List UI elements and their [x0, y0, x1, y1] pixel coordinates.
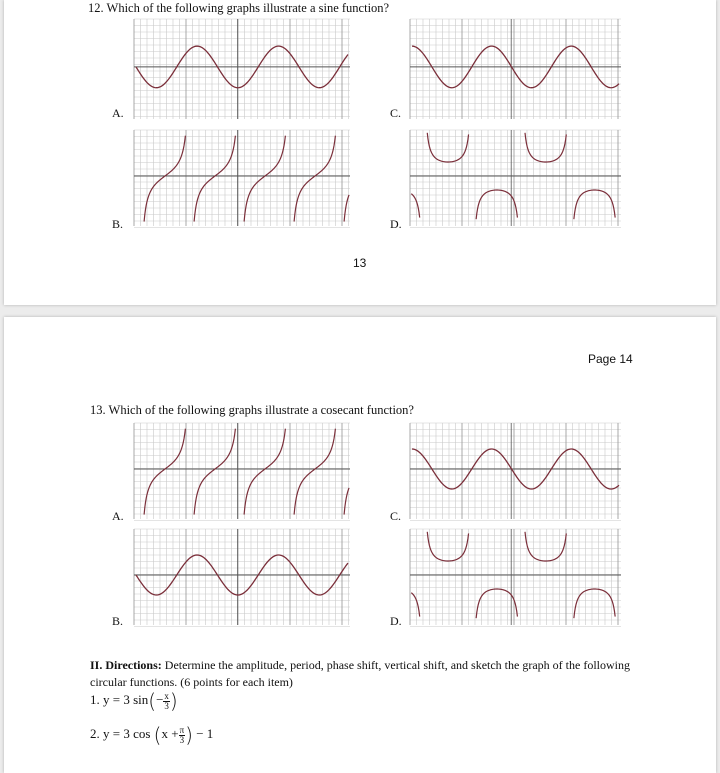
option-label-b: B. — [112, 217, 124, 231]
item-number: 1. — [90, 691, 100, 707]
graph-12b-tangent — [132, 128, 352, 228]
secant-branch — [574, 190, 615, 219]
document-page-14 — [4, 317, 716, 773]
secant-branch — [574, 589, 615, 618]
grid-lines — [410, 19, 621, 119]
graph-13d-secant — [408, 527, 623, 627]
fraction: $\frac{\pi}{3}$ — [179, 724, 185, 745]
grid-lines — [134, 529, 350, 627]
minus-sign: − — [156, 691, 164, 707]
tangent-branch — [194, 136, 235, 222]
question-12: 12. Which of the following graphs illustrate a sine function? — [88, 1, 390, 15]
equation-item-1: 1. y = 3 sin(− $\frac{x}{3}$ ) — [90, 689, 178, 713]
grid-lines — [410, 130, 621, 228]
option-label-c: C. — [390, 106, 402, 120]
directions-block — [90, 657, 650, 691]
option-label-c: C. — [390, 509, 402, 523]
option-label-a: A. — [112, 106, 124, 120]
grid-lines — [134, 130, 350, 228]
equation-lhs: y = 3 cos — [103, 725, 151, 741]
equation-item-2: 2. y = 3 cos (x + $\frac{\pi}{3}$ ) − 1 — [90, 723, 214, 747]
page-number: Page 14 — [588, 352, 633, 366]
directions-text: Determine the amplitude, period, phase shift, vertical shift, and sketch the graph of the following circular functions. (6 points for each item) — [90, 658, 630, 689]
option-label-d: D. — [390, 217, 402, 231]
directions-heading: II. Directions: — [90, 658, 162, 672]
secant-branch — [411, 194, 419, 218]
secant-branch — [525, 532, 566, 561]
graph-13c-cosine — [408, 421, 623, 521]
document-page-13 — [4, 0, 716, 305]
grid-lines — [134, 423, 350, 521]
option-label-d: D. — [390, 614, 402, 628]
grid-lines — [410, 529, 621, 627]
grid-lines — [134, 19, 350, 119]
tangent-branch — [244, 429, 285, 515]
secant-branch — [411, 593, 419, 617]
equation-tail: − 1 — [196, 725, 214, 741]
option-label-a: A. — [112, 509, 124, 523]
equation-lhs: y = 3 sin — [103, 691, 149, 707]
tangent-branch — [194, 429, 235, 515]
equation-inner: x + — [161, 725, 179, 741]
graph-13b-sine — [132, 527, 352, 627]
tangent-branch — [244, 136, 285, 222]
fraction: $\frac{x}{3}$ — [164, 690, 169, 711]
item-number: 2. — [90, 725, 100, 741]
graph-12c-cosine — [408, 17, 623, 121]
page-number: 13 — [353, 256, 367, 270]
grid-lines — [410, 423, 621, 521]
graph-12a-sine — [132, 17, 352, 121]
question-13: 13. Which of the following graphs illustrate a cosecant function? — [90, 403, 414, 417]
option-label-b: B. — [112, 614, 124, 628]
graph-12d-secant — [408, 128, 623, 228]
graph-13a-tangent — [132, 421, 352, 521]
secant-branch — [525, 133, 566, 162]
